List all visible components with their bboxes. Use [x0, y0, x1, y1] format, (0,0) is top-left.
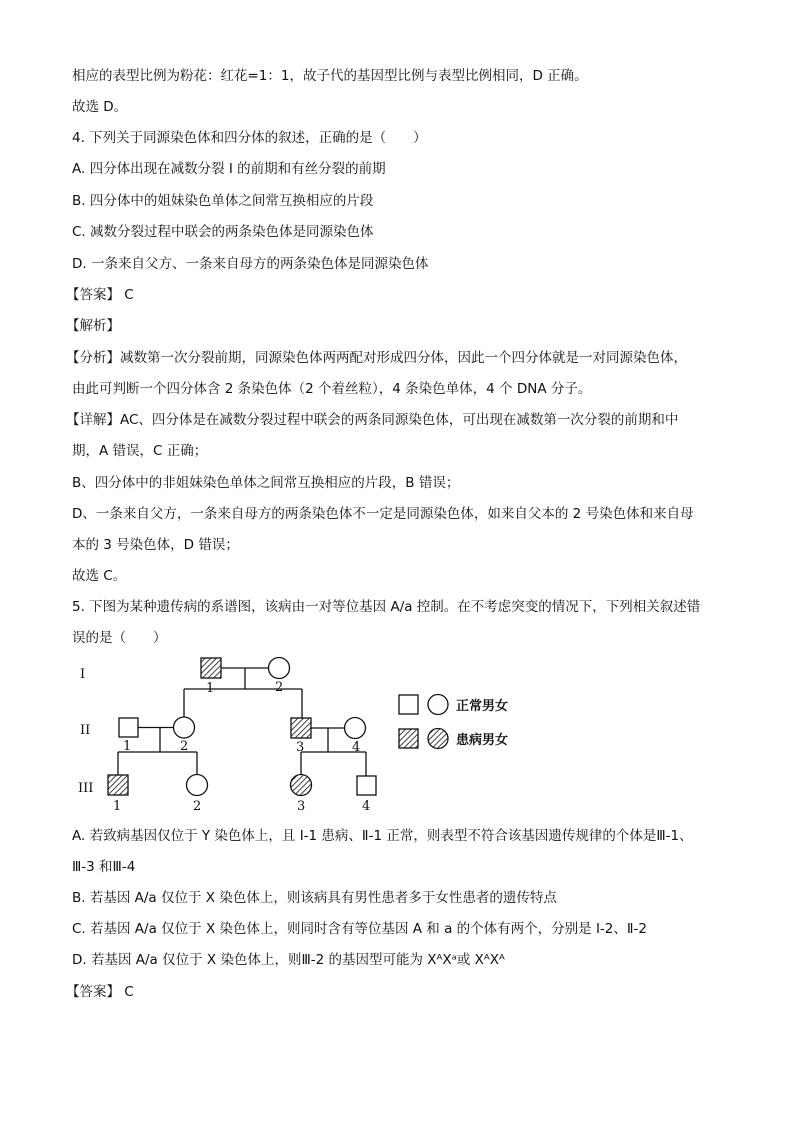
q5-option-c: C. 若基因 A/a 仅位于 X 染色体上，则同时含有等位基因 A 和 a 的个体有两个，分别是 I-2、Ⅱ-2	[72, 921, 647, 937]
q4-option-c: C. 减数分裂过程中联会的两条染色体是同源染色体	[72, 224, 374, 240]
text-line: 故选 D。	[72, 99, 128, 115]
q4-xiangjie-line	[66, 410, 726, 430]
q5-answer	[66, 982, 726, 1002]
q4-xiangjie-line: 期，A 错误，C 正确；	[72, 443, 208, 459]
legend-normal-male-icon	[399, 695, 418, 714]
individual-number: 1	[113, 799, 122, 814]
normal-female-symbol	[187, 775, 208, 796]
q4-option-b: B. 四分体中的姐妹染色单体之间常互换相应的片段	[72, 193, 374, 209]
question-5-stem: 误的是（ ）	[72, 630, 167, 646]
xiangjie-text: AC、四分体是在减数分裂过程中联会的两条同源染色体，可出现在减数第一次分裂的前期和中	[120, 412, 679, 428]
generation-label: II	[80, 723, 91, 738]
pedigree-diagram	[60, 650, 540, 820]
individual-number: 1	[123, 739, 132, 754]
generation-label: I	[80, 667, 86, 682]
legend-affected-female-icon	[428, 729, 448, 749]
question-5-stem: 5. 下图为某种遗传病的系谱图，该病由一对等位基因 A/a 控制。在不考虑突变的情况下，下列相关叙述错	[72, 599, 701, 615]
q4-fenxi-line	[66, 348, 726, 368]
individual-number: 2	[180, 739, 189, 754]
legend-normal-female-icon	[428, 695, 448, 715]
q4-answer	[66, 285, 726, 305]
affected-female-symbol	[291, 775, 312, 796]
q5-option-a: Ⅲ-3 和Ⅲ-4	[72, 859, 136, 875]
answer-value: C	[120, 287, 134, 303]
normal-male-symbol	[119, 718, 138, 737]
xiangjie-tag: 【 详解 】	[66, 412, 120, 428]
affected-male-symbol	[201, 658, 221, 678]
answer-value: C	[120, 984, 134, 1000]
q4-xiangjie-line: 本的 3 号染色体，D 错误；	[72, 537, 239, 553]
q4-option-a: A. 四分体出现在减数分裂 I 的前期和有丝分裂的前期	[72, 161, 386, 177]
affected-male-symbol	[108, 775, 128, 795]
legend-affected-label: 患病男女	[456, 733, 509, 748]
q4-analysis-heading	[66, 316, 726, 336]
fenxi-text: 减数第一次分裂前期，同源染色体两两配对形成四分体，因此一个四分体就是一对同源染色体，	[120, 350, 687, 366]
answer-tag: 【 答案 】	[66, 287, 120, 303]
text-line: 相应的表型比例为粉花：红花=1：1，故子代的基因型比例与表型比例相同，D 正确。	[72, 68, 588, 84]
individual-number: 1	[206, 681, 215, 696]
legend-affected-male-icon	[399, 729, 418, 748]
answer-tag: 【 答案 】	[66, 984, 120, 1000]
individual-number: 3	[297, 799, 306, 814]
fenxi-tag: 【 分析 】	[66, 350, 120, 366]
q4-fenxi-line: 由此可判断一个四分体含 2 条染色体（2 个着丝粒），4 条染色单体，4 个 DNA 分子。	[72, 381, 592, 397]
q5-option-b: B. 若基因 A/a 仅位于 X 染色体上，则该病具有男性患者多于女性患者的遗传特点	[72, 890, 557, 906]
q5-option-a: A. 若致病基因仅位于 Y 染色体上，且 I-1 患病、Ⅱ-1 正常，则表型不符合该基因遗传规律的个体是Ⅲ-1、	[72, 828, 693, 844]
individual-number: 4	[352, 740, 361, 755]
individual-number: 3	[296, 740, 305, 755]
q4-xiangjie-line: D、一条来自父方，一条来自母方的两条染色体不一定是同源染色体，如来自父本的 2 号染色体和来自母	[72, 506, 694, 522]
generation-label: III	[78, 781, 94, 796]
question-4-stem: 4. 下列关于同源染色体和四分体的叙述，正确的是（ ）	[72, 130, 427, 146]
normal-male-symbol	[357, 776, 376, 795]
individual-number: 2	[193, 799, 202, 814]
q5-option-d: D. 若基因 A/a 仅位于 X 染色体上，则Ⅲ-2 的基因型可能为 XᴬXᵃ或 XᴬXᴬ	[72, 952, 505, 968]
individual-number: 4	[362, 799, 371, 814]
q4-choose: 故选 C。	[72, 568, 127, 584]
individual-number: 2	[275, 680, 284, 695]
normal-female-symbol	[269, 658, 290, 679]
analysis-tag: 【 解析 】	[66, 318, 120, 334]
affected-male-symbol	[291, 718, 311, 738]
q4-option-d: D. 一条来自父方、一条来自母方的两条染色体是同源染色体	[72, 256, 429, 272]
legend-normal-label: 正常男女	[456, 699, 509, 714]
normal-female-symbol	[345, 718, 366, 739]
q4-xiangjie-line: B、四分体中的非姐妹染色单体之间常互换相应的片段，B 错误；	[72, 475, 460, 491]
normal-female-symbol	[174, 717, 195, 738]
